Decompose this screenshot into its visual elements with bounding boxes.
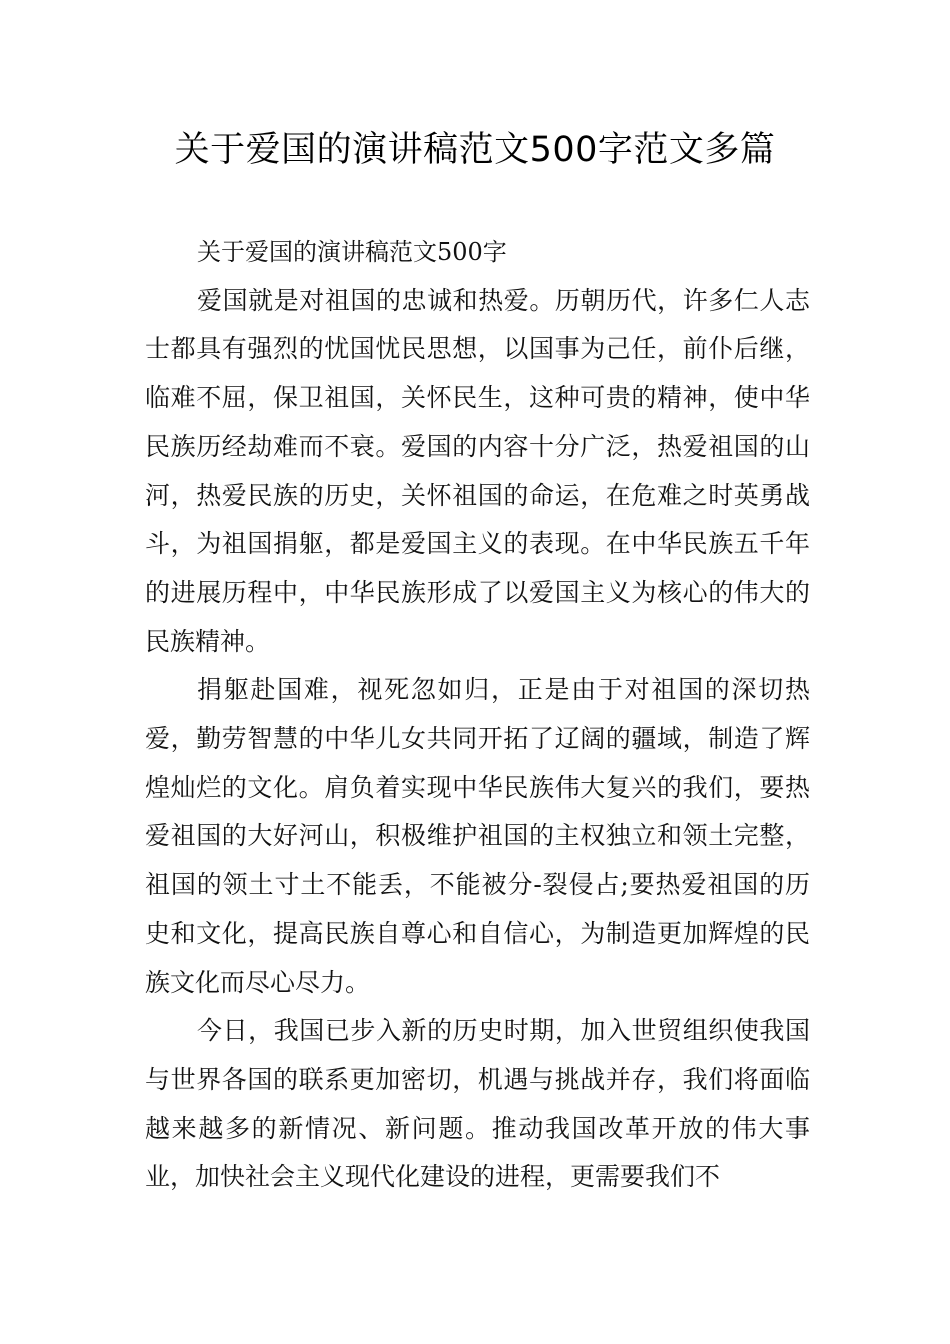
paragraph-2: 捐躯赴国难，视死忽如归，正是由于对祖国的深切热爱，勤劳智慧的中华儿女共同开拓了辽阔的疆域，制造了辉煌灿烂的文化。肩负着实现中华民族伟大复兴的我们，要热爱祖国的大好河山，积极维护祖国的主权独立和领土完整，祖国的领土寸土不能丢，不能被分-裂侵占;要热爱祖国的历史和文化，提高民族自尊心和自信心，为制造更加辉煌的民族文化而尽心尽力。 <box>145 675 810 997</box>
paragraph-1: 爱国就是对祖国的忠诚和热爱。历朝历代，许多仁人志士都具有强烈的忧国忧民思想，以国事为己任，前仆后继，临难不屈，保卫祖国，关怀民生，这种可贵的精神，使中华民族历经劫难而不衰。爱国的内容十分广泛，热爱祖国的山河，热爱民族的历史，关怀祖国的命运，在危难之时英勇战斗，为祖国捐躯，都是爱国主义的表现。在中华民族五千年的进展历程中，中华民族形成了以爱国主义为核心的伟大的民族精神。 <box>145 285 810 656</box>
paragraph-3: 今日，我国已步入新的历史时期，加入世贸组织使我国与世界各国的联系更加密切，机遇与挑战并存，我们将面临越来越多的新情况、新问题。推动我国改革开放的伟大事业，加快社会主义现代化建设的进程，更需要我们不 <box>145 1016 810 1192</box>
document-title: 关于爱国的演讲稿范文500字范文多篇 <box>174 130 776 170</box>
document-subtitle: 关于爱国的演讲稿范文500字 <box>197 238 507 266</box>
document-body <box>145 228 810 1202</box>
